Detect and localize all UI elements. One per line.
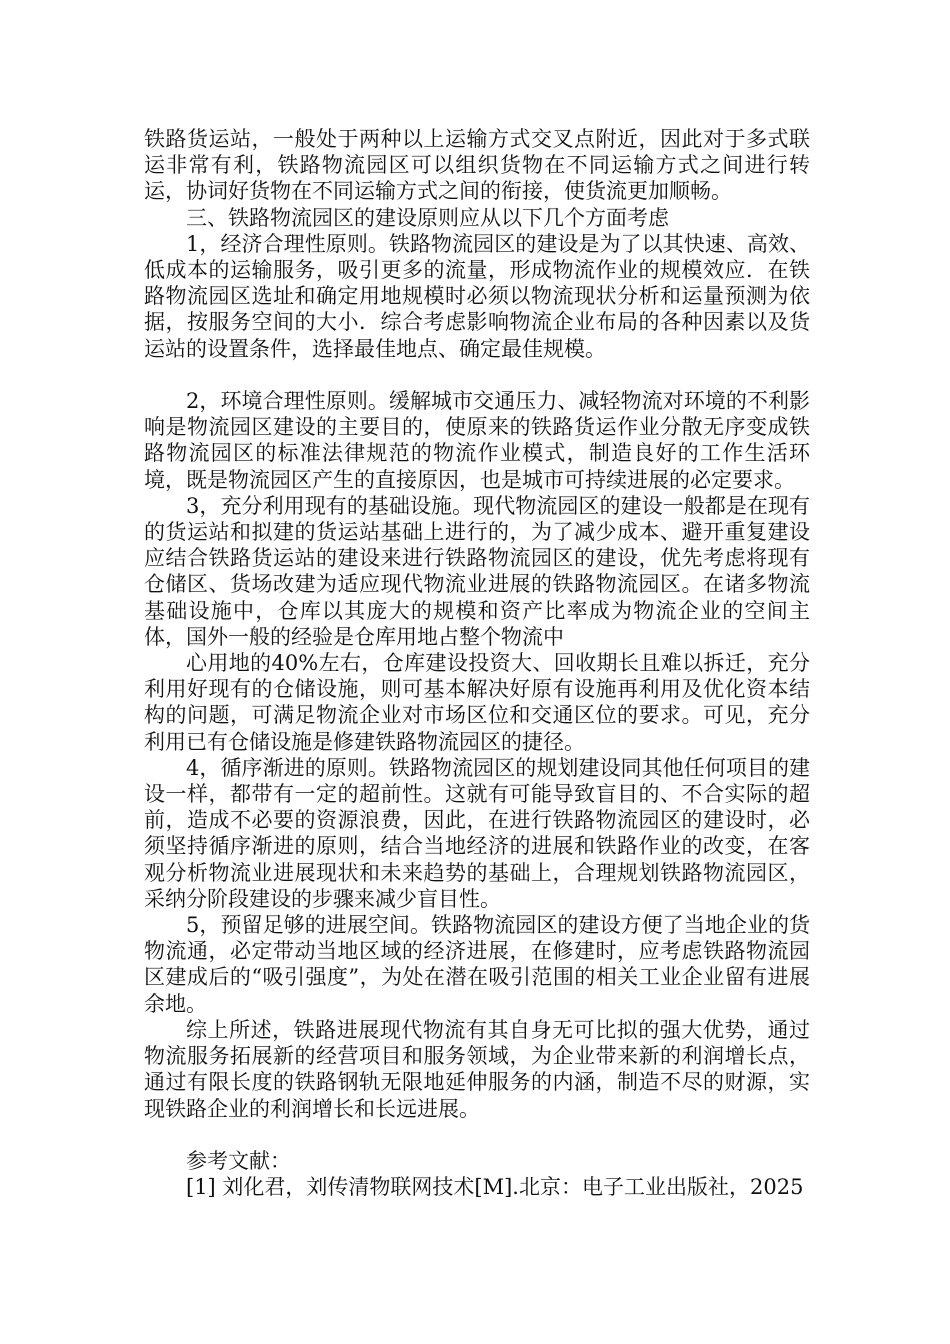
paragraph-principle-1: 1，经济合理性原则。铁路物流园区的建设是为了以其快速、高效、低成本的运输服务，吸引更多的流量，形成物流作业的规模效应．在铁路物流园区选址和确定用地规模时必须以物流现状分析和运量预测为依据，按服务空间的大小．综合考虑影响物流企业布局的各种因素以及货运站的设置条件，选择最佳地点、确定最佳规模。 <box>144 231 810 361</box>
paragraph-principle-2: 2，环境合理性原则。缓解城市交通压力、减轻物流对环境的不利影响是物流园区建设的主要目的，使原来的铁路货运作业分散无序变成铁路物流园区的标准法律规范的物流作业模式，制造良好的工作生活环境，既是物流园区产生的直接原因，也是城市可持续进展的必定要求。 <box>144 389 810 492</box>
paragraph-principle-3: 3，充分利用现有的基础设施。现代物流园区的建设一般都是在现有的货运站和拟建的货运站基础上进行的，为了减少成本、避开重复建设应结合铁路货运站的建设来进行铁路物流园区的建设，优先考虑将现有仓储区、货场改建为适应现代物流业进展的铁路物流园区。在诸多物流基础设施中，仓库以其庞大的规模和资产比率成为物流企业的空间主体，国外一般的经验是仓库用地占整个物流中 <box>144 493 810 649</box>
paragraph-intro: 铁路货运站，一般处于两种以上运输方式交叉点附近，因此对于多式联运非常有利，铁路物流园区可以组织货物在不同运输方式之间进行转运，协词好货物在不同运输方式之间的衔接，使货流更加顺畅。 <box>144 127 810 204</box>
paragraph-principle-3-continued: 心用地的40%左右，仓库建设投资大、回收期长且难以拆迁，充分利用好现有的仓储设施，则可基本解决好原有设施再利用及优化资本结构的问题，可满足物流企业对市场区位和交通区位的要求。可见，充分利用已有仓储设施是修建铁路物流园区的捷径。 <box>144 651 810 754</box>
paragraph-conclusion: 综上所述，铁路进展现代物流有其自身无可比拟的强大优势，通过物流服务拓展新的经营项目和服务领域，为企业带来新的利润增长点，通过有限长度的铁路钢轨无限地延伸服务的内涵，制造不尽的财源，实现铁路企业的利润增长和长远进展。 <box>144 1017 810 1121</box>
paragraph-principle-4: 4，循序渐进的原则。铁路物流园区的规划建设同其他任何项目的建设一样，都带有一定的超前性。这就有可能导致盲目的、不合实际的超前，造成不必要的资源浪费，因此，在进行铁路物流园区的建设时，必须坚持循序渐进的原则，结合当地经济的进展和铁路作业的改变，在客观分析物流业进展现状和未来趋势的基础上，合理规划铁路物流园区，采纳分阶段建设的步骤来减少盲目性。 <box>144 755 810 911</box>
section-heading: 三、铁路物流园区的建设原则应从以下几个方面考虑 <box>186 205 669 230</box>
paragraph-principle-5: 5，预留足够的进展空间。铁路物流园区的建设方便了当地企业的货物流通，必定带动当地区域的经济进展，在修建时，应考虑铁路物流园区建成后的“吸引强度”，为处在潜在吸引范围的相关工业企业留有进展余地。 <box>144 913 810 1016</box>
reference-item: [1] 刘化君，刘传清物联网技术[M].北京：电子工业出版社，2025 <box>186 1175 804 1200</box>
document-page <box>144 126 810 1200</box>
references-title: 参考文献： <box>186 1148 291 1173</box>
